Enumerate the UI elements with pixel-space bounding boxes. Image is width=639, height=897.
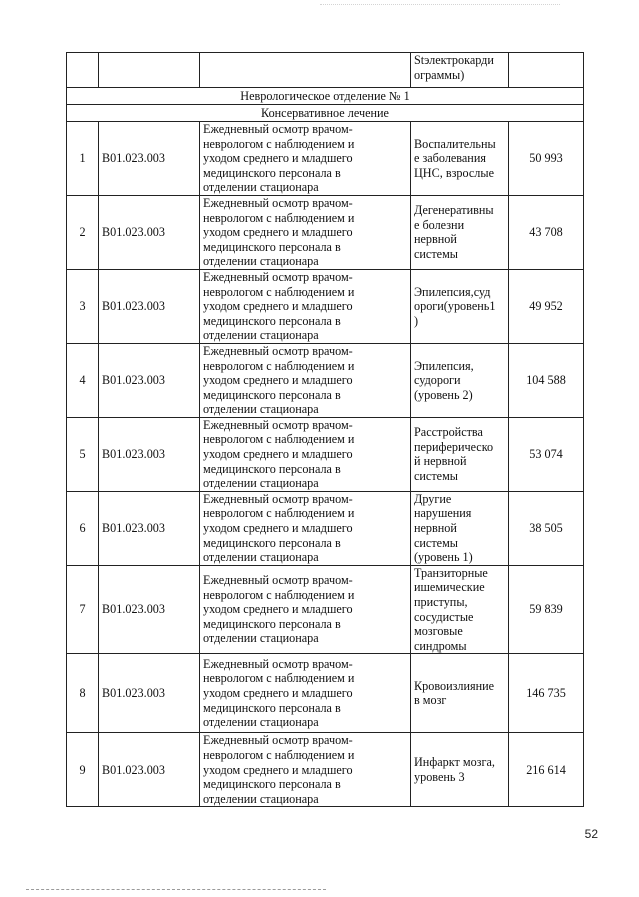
cell-num (67, 53, 99, 88)
cell-value (509, 417, 584, 491)
cell-service (200, 195, 411, 269)
department-header: Неврологическое отделение № 1 (67, 88, 584, 105)
cell-service (200, 417, 411, 491)
cell-code (99, 269, 200, 343)
subsection-header: Консервативное лечение (67, 105, 584, 122)
cell-value (509, 122, 584, 196)
cell-code-text: В01.023.003 (102, 225, 165, 240)
cell-value-text: 104 588 (526, 373, 566, 388)
cell-num (67, 343, 99, 417)
cell-service-text: Ежедневный осмотр врачом- неврологом с наблюдением и уходом среднего и младшего медицинского персонала в отделении стационара (203, 122, 355, 195)
cell-code-text: В01.023.003 (102, 447, 165, 462)
cell-service (200, 733, 411, 807)
cell-code (99, 53, 200, 88)
cell-num-text: 6 (79, 521, 86, 536)
cell-value-text: 146 735 (526, 686, 566, 701)
cell-value-text: 38 505 (529, 521, 563, 536)
cell-service-text: Ежедневный осмотр врачом- неврологом с наблюдением и уходом среднего и младшего медицинского персонала в отделении стационара (203, 656, 355, 730)
cell-value (509, 733, 584, 807)
table-row (67, 491, 584, 565)
department-header-row (67, 88, 584, 105)
cell-service-text: Ежедневный осмотр врачом- неврологом с наблюдением и уходом среднего и младшего медицинского персонала в отделении стационара (203, 733, 355, 806)
cell-diagnosis-text: Расстройства периферическо й нервной системы (414, 425, 494, 483)
subsection-header-row (67, 105, 584, 122)
cell-code (99, 195, 200, 269)
table-row (67, 195, 584, 269)
cell-num-text: 9 (79, 762, 86, 777)
cell-service (200, 343, 411, 417)
cell-code (99, 122, 200, 196)
table-row-continued (67, 53, 584, 88)
cell-value-text: 50 993 (529, 151, 563, 166)
cell-code (99, 733, 200, 807)
cell-num-text: 2 (79, 225, 86, 240)
cell-code-text: В01.023.003 (102, 373, 165, 388)
cell-diagnosis-text: Эпилепсия,суд ороги(уровень1 ) (414, 284, 496, 328)
cell-value (509, 53, 584, 88)
cell-service-text: Ежедневный осмотр врачом- неврологом с наблюдением и уходом среднего и младшего медицинского персонала в отделении стационара (203, 195, 355, 269)
cell-diagnosis (411, 733, 509, 807)
cell-service-text: Ежедневный осмотр врачом- неврологом с наблюдением и уходом среднего и младшего медицинского персонала в отделении стационара (203, 573, 355, 646)
cell-num-text: 7 (79, 602, 86, 617)
cell-service (200, 654, 411, 733)
cell-code (99, 654, 200, 733)
cell-value-text: 53 074 (529, 447, 563, 462)
cell-diagnosis-text: Транзиторные ишемические приступы, сосудистые мозговые синдромы (414, 565, 488, 653)
cell-value (509, 269, 584, 343)
cell-num (67, 565, 99, 654)
cell-value (509, 565, 584, 654)
cell-value-text: 43 708 (529, 225, 563, 240)
cell-diagnosis (411, 417, 509, 491)
cell-code (99, 491, 200, 565)
cell-num (67, 417, 99, 491)
cell-num-text: 8 (79, 686, 86, 701)
cell-service (200, 491, 411, 565)
cell-num-text: 3 (79, 299, 86, 314)
cell-num (67, 654, 99, 733)
cell-num (67, 195, 99, 269)
table-row (67, 269, 584, 343)
cell-service-text: Ежедневный осмотр врачом- неврологом с наблюдением и уходом среднего и младшего медицинского персонала в отделении стационара (203, 491, 355, 565)
tariff-table (66, 52, 584, 807)
table-row (67, 343, 584, 417)
cell-diagnosis (411, 122, 509, 196)
cell-service (200, 53, 411, 88)
cell-num (67, 122, 99, 196)
table-row (67, 565, 584, 654)
cell-value (509, 654, 584, 733)
table-row (67, 122, 584, 196)
cell-value (509, 491, 584, 565)
cell-diagnosis-text: Кровоизлияние в мозг (414, 678, 495, 708)
cell-value-text: 216 614 (526, 762, 566, 777)
cell-code-text: В01.023.003 (102, 762, 165, 777)
cell-service-text: Ежедневный осмотр врачом- неврологом с наблюдением и уходом среднего и младшего медицинского персонала в отделении стационара (203, 269, 355, 343)
cell-diagnosis (411, 654, 509, 733)
cell-service-text: Ежедневный осмотр врачом- неврологом с наблюдением и уходом среднего и младшего медицинского персонала в отделении стационара (203, 417, 355, 491)
cell-diagnosis-text: Другие нарушения нервной системы (уровень 1) (414, 491, 473, 565)
cell-service (200, 269, 411, 343)
table-row (67, 654, 584, 733)
cell-diagnosis (411, 491, 509, 565)
cell-num-text: 5 (79, 447, 86, 462)
cell-diagnosis (411, 195, 509, 269)
cell-code-text: В01.023.003 (102, 686, 165, 701)
cell-num (67, 491, 99, 565)
cell-diagnosis-text: Инфаркт мозга, уровень 3 (414, 755, 495, 784)
cell-code-text: В01.023.003 (102, 151, 165, 166)
cell-diagnosis-text: Эпилепсия, судороги (уровень 2) (414, 358, 474, 402)
cell-diagnosis (411, 565, 509, 654)
cell-code (99, 417, 200, 491)
cell-num-text: 4 (79, 373, 86, 388)
cell-num (67, 269, 99, 343)
table-row (67, 733, 584, 807)
cell-service-text: Ежедневный осмотр врачом- неврологом с наблюдением и уходом среднего и младшего медицинского персонала в отделении стационара (203, 343, 355, 417)
cell-code-text: В01.023.003 (102, 299, 165, 314)
page-number: 52 (584, 827, 598, 841)
cell-diagnosis (411, 269, 509, 343)
cell-code-text: В01.023.003 (102, 521, 165, 536)
cell-diagnosis-text: Воспалительны е заболевания ЦНС, взрослые (414, 136, 496, 180)
cell-value-text: 49 952 (529, 299, 563, 314)
cell-code (99, 565, 200, 654)
cell-num (67, 733, 99, 807)
scan-artifact-bottom (26, 889, 326, 890)
cell-diagnosis (411, 343, 509, 417)
cell-diagnosis: Stэлектрокарди ограммы) (411, 53, 509, 88)
cell-code (99, 343, 200, 417)
cell-code-text: В01.023.003 (102, 602, 165, 617)
cell-value (509, 195, 584, 269)
cell-value-text: 59 839 (529, 602, 563, 617)
cell-service (200, 565, 411, 654)
cell-value (509, 343, 584, 417)
table-row (67, 417, 584, 491)
cell-service (200, 122, 411, 196)
scan-artifact-top (320, 4, 560, 5)
cell-diagnosis-text: Дегенеративны е болезни нервной системы (414, 203, 494, 262)
cell-num-text: 1 (79, 151, 86, 166)
